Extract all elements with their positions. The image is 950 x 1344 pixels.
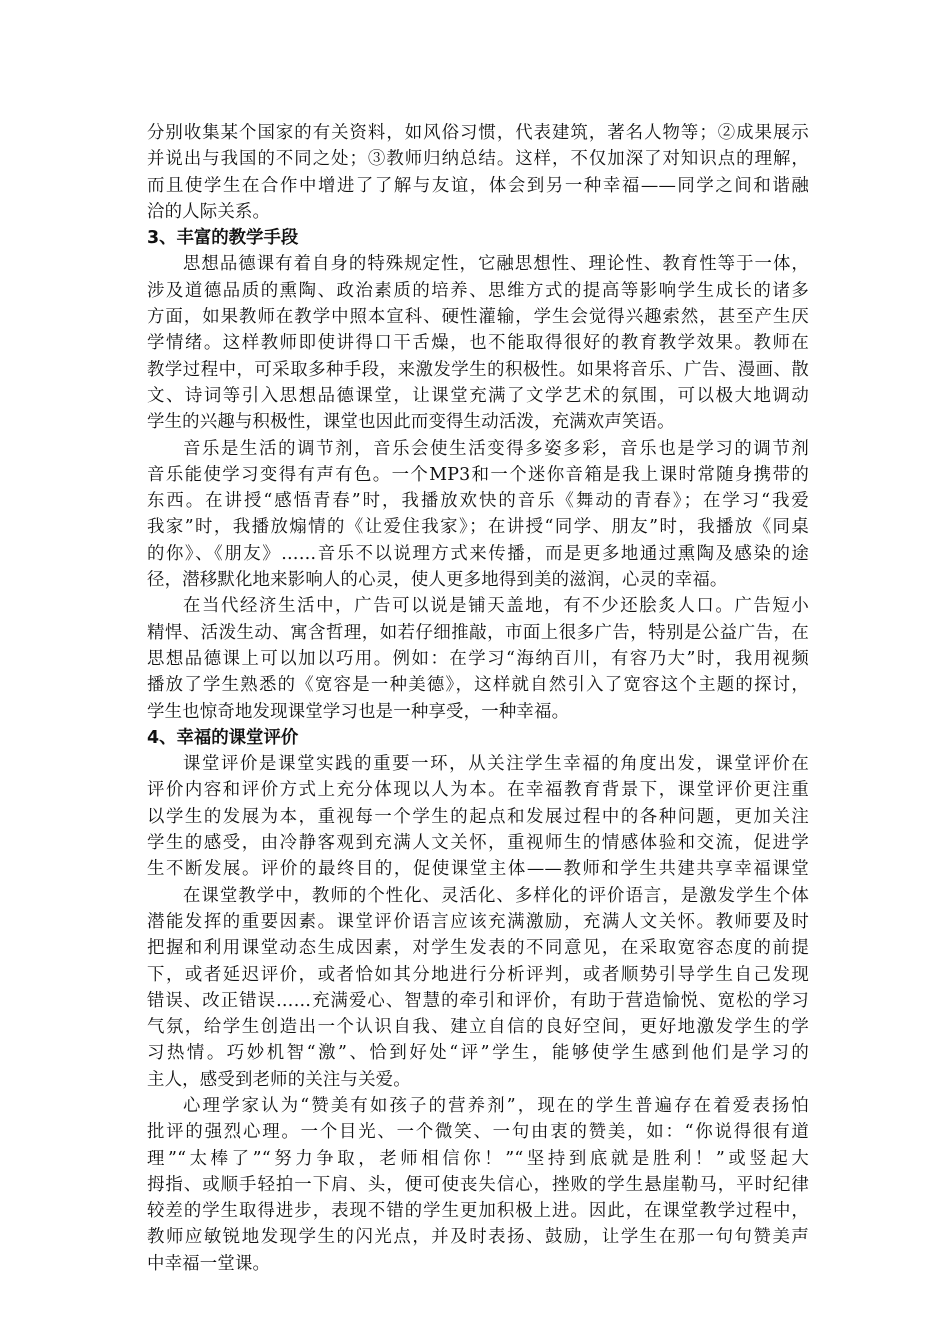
text-line: 教师应敏锐地发现学生的闪光点，并及时表扬、鼓励，让学生在那一句句赞美声 <box>147 1227 809 1248</box>
text-line: 我家”时，我播放煽情的《让爱住我家》；在讲授“同学、朋友”时，我播放《同桌 <box>147 517 809 538</box>
text-line: 学情绪。这样教师即使讲得口干舌燥，也不能取得很好的教育教学效果。教师在 <box>147 333 809 354</box>
text-line: 理”“太棒了”“努力争取，老师相信你！”“坚持到底就是胜利！”或竖起大 <box>147 1148 809 1169</box>
text-line: 把握和利用课堂动态生成因素，对学生发表的不同意见，在采取宽容态度的前提 <box>147 938 809 959</box>
section-4-paragraph-3 <box>147 1093 809 1277</box>
text-line: 错误、改正错误……充满爱心、智慧的牵引和评价，有助于营造愉悦、宽松的学习 <box>147 990 809 1011</box>
text-line: 在当代经济生活中，广告可以说是铺天盖地，有不少还脍炙人口。广告短小 <box>183 596 809 617</box>
text-line: 播放了学生熟悉的《宽容是一种美德》，这样就自然引入了宽容这个主题的探讨， <box>147 675 809 696</box>
text-line: 学生也惊奇地发现课堂学习也是一种享受，一种幸福。 <box>147 701 570 722</box>
text-line: 思想品德课上可以加以巧用。例如：在学习“海纳百川，有容乃大”时，我用视频 <box>147 648 809 669</box>
text-line: 主人，感受到老师的关注与关爱。 <box>147 1069 411 1090</box>
document-page <box>147 120 809 1277</box>
text-line: 生不断发展。评价的最终目的，促使课堂主体——教师和学生共建共享幸福课堂 <box>147 859 809 880</box>
section-3-paragraph-3 <box>147 593 809 724</box>
text-line: 气氛，给学生创造出一个认识自我、建立自信的良好空间，更好地激发学生的学 <box>147 1017 809 1038</box>
text-line: 涉及道德品质的熏陶、政治素质的培养、思维方式的提高等影响学生成长的诸多 <box>147 280 809 301</box>
text-line: 思想品德课有着自身的特殊规定性，它融思想性、理论性、教育性等于一体， <box>183 254 809 275</box>
text-line: 批评的强烈心理。一个目光、一个微笑、一句由衷的赞美，如：“你说得很有道 <box>147 1122 809 1143</box>
section-4-paragraph-2 <box>147 883 809 1093</box>
text-line: 径，潜移默化地来影响人的心灵，使人更多地得到美的滋润，心灵的幸福。 <box>147 570 728 591</box>
section-3-paragraph-1 <box>147 251 809 435</box>
text-line: 精悍、活泼生动、寓含哲理，如若仔细推敲，市面上很多广告，特别是公益广告，在 <box>147 622 809 643</box>
text-line: 下，或者延迟评价，或者恰如其分地进行分析评判，或者顺势引导学生自己发现 <box>147 964 809 985</box>
text-line: 分别收集某个国家的有关资料，如风俗习惯，代表建筑，著名人物等；②成果展示 <box>147 123 809 143</box>
text-line: 音乐是生活的调节剂，音乐会使生活变得多姿多彩，音乐也是学习的调节剂 <box>183 438 809 459</box>
text-line: 中幸福一堂课。 <box>147 1253 271 1274</box>
text-line: 习热情。巧妙机智“激”、恰到好处“评”学生，能够使学生感到他们是学习的 <box>147 1043 809 1064</box>
text-line: 评价内容和评价方式上充分体现以人为本。在幸福教育背景下，课堂评价更注重 <box>147 780 809 801</box>
text-line: 教学过程中，可采取多种手段，来激发学生的积极性。如果将音乐、广告、漫画、散 <box>147 359 809 380</box>
section-3-heading: 3、丰富的教学手段 <box>147 228 299 249</box>
section-4-heading: 4、幸福的课堂评价 <box>147 727 299 748</box>
text-line: 拇指、或顺手轻拍一下肩、头，便可使丧失信心，挫败的学生悬崖勒马，平时纪律 <box>147 1174 809 1195</box>
text-line: 学生的兴趣与积极性，课堂也因此而变得生动活泼，充满欢声笑语。 <box>147 412 675 433</box>
text-line: 以学生的发展为本，重视每一个学生的起点和发展过程中的各种问题，更加关注 <box>147 806 809 827</box>
section-4-paragraph-1 <box>147 751 809 882</box>
text-line: 音乐能使学习变得有声有色。一个MP3和一个迷你音箱是我上课时常随身携带的 <box>147 464 809 485</box>
text-line: 洽的人际关系。 <box>147 201 271 222</box>
section-3-paragraph-2 <box>147 436 809 594</box>
text-line: 并说出与我国的不同之处；③教师归纳总结。这样，不仅加深了对知识点的理解， <box>147 149 809 170</box>
text-line: 方面，如果教师在教学中照本宣科、硬性灌输，学生会觉得兴趣索然，甚至产生厌 <box>147 307 809 328</box>
text-line: 潜能发挥的重要因素。课堂评价语言应该充满激励，充满人文关怀。教师要及时 <box>147 911 809 932</box>
text-line: 的你》、《朋友》……音乐不以说理方式来传播，而是更多地通过熏陶及感染的途 <box>147 543 809 564</box>
text-line: 学生的感受，由冷静客观到充满人文关怀，重视师生的情感体验和交流，促进学 <box>147 833 809 854</box>
intro-paragraph <box>147 120 809 225</box>
text-line: 东西。在讲授“感悟青春”时，我播放欢快的音乐《舞动的青春》；在学习“我爱 <box>147 491 809 512</box>
text-line: 文、诗词等引入思想品德课堂，让课堂充满了文学艺术的氛围，可以极大地调动 <box>147 385 809 406</box>
text-line: 心理学家认为“赞美有如孩子的营养剂”，现在的学生普遍存在着爱表扬怕 <box>183 1095 809 1116</box>
text-line: 在课堂教学中，教师的个性化、灵活化、多样化的评价语言，是激发学生个体 <box>183 885 809 906</box>
text-line: 而且使学生在合作中增进了了解与友谊，体会到另一种幸福——同学之间和谐融 <box>147 175 809 196</box>
text-line: 较差的学生取得进步，表现不错的学生更加积极上进。因此，在课堂教学过程中， <box>147 1201 809 1222</box>
text-line: 课堂评价是课堂实践的重要一环，从关注学生幸福的角度出发，课堂评价在 <box>183 754 809 775</box>
